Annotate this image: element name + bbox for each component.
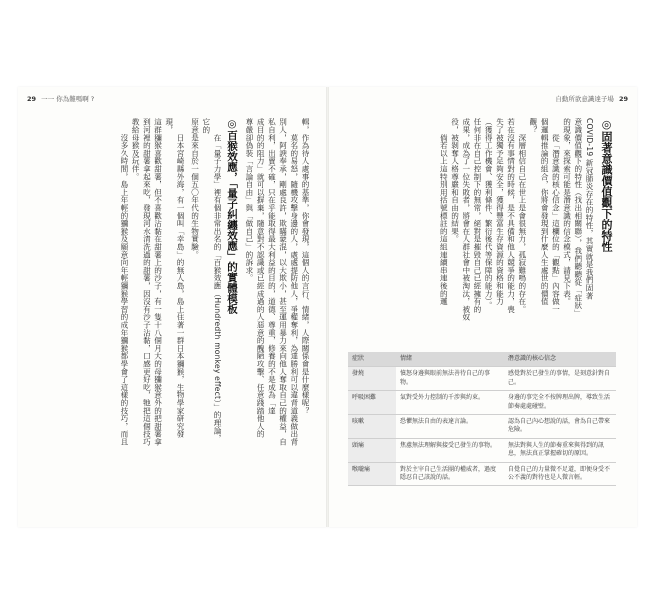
table-cell: 咳嗽 xyxy=(348,415,396,439)
left-page-number: 29 xyxy=(27,95,37,103)
text-column: 失了被獨予足夠安全，獲得豐富生存資源的資格和能力 xyxy=(495,118,505,306)
text-column: 這群獼猴喜歡甜薯，但不喜歡沾黏在甜薯上的沙子，有一隻十八個月大的母獼猴意外的把甜薯拿 xyxy=(153,118,163,446)
table-cell: 喉嚨痛 xyxy=(348,462,396,486)
table-cell: 憤怒身邊與眼前無法善待自己的事物。 xyxy=(396,367,504,391)
text-column: 別人，阿諛奉承，剛處良許，欺瞞蒙混，以大欺小，甚至運用暴力來向他人奪取自己的權益，自 xyxy=(278,118,288,446)
table-cell: 身邊的事完全不按牌理出牌，導致生活節奏處處碰壁。 xyxy=(504,391,616,415)
book-gutter xyxy=(326,87,329,527)
text-column: 私自利，出賣不確，只在乎能取得最大利益的目的，道德、尊重，修養的不是成為「達 xyxy=(267,118,277,415)
table-row xyxy=(348,415,616,439)
table-header-symptom: 症狀 xyxy=(348,352,396,367)
right-page-number: 29 xyxy=(618,95,628,103)
text-column: 意識價值觀下的特性（找出相關聯），我們聽聽從「症狀」 xyxy=(573,118,583,317)
right-running-title: 自動所欲意識達子場 xyxy=(555,95,614,103)
text-column: 莫名的易怒，隨機攻擊身邊的人，處處提防他人，爭權奪利，為達勝利可以違背道義做出背 xyxy=(289,118,299,446)
text-column: （獲得工作機會、獲利條件、繁衍後代等保障的能力）。 xyxy=(484,118,494,310)
right-body-text xyxy=(412,118,595,333)
left-section-heading: ◎百猴效應，「量子糾纏效應」的實體模板 xyxy=(226,118,238,314)
left-body-text-top xyxy=(243,118,311,448)
text-column: 尊嚴卻偽裝「言論自由」與「做自己」的訴求。 xyxy=(244,118,254,282)
table-cell: 無法對與人生的節奏重來與得到的訊息，無法真正掌握確切的原因。 xyxy=(504,438,616,462)
text-column: 的現象，來探索可能是潛意識的信念模式，請見下表。 xyxy=(562,118,572,306)
table-header-belief: 潛意識的核心信念 xyxy=(504,352,616,367)
table-header-emotion: 情緒 xyxy=(396,352,504,367)
table-cell: 發燒 xyxy=(348,367,396,391)
table-cell: 焦慮無法理解與接受已發生的事物。 xyxy=(396,438,504,462)
symptom-table xyxy=(348,352,616,486)
left-body-text-mid xyxy=(190,118,223,448)
left-body-text-bottom xyxy=(26,118,186,448)
right-section-heading: ◎固著意識價值觀下的特性 xyxy=(600,118,613,252)
text-column: 個邏輯推論的組合，你將會發現到什麼人生處世的價值 xyxy=(540,118,550,306)
text-column: 成果，成為了一位失敗者，將會在人群社會中被淘汰，被奴 xyxy=(461,118,471,321)
table-cell: 對於主宰自己生活團的權威者，過度隱忍自己該說的話。 xyxy=(396,462,504,486)
text-column: 日本宮崎縣外海，有一個叫「幸島」的無人島，島上住著一群日本獼猴，生物學家研究發現， xyxy=(164,118,185,438)
text-column: 任何非在自己控制下的無常，絕對是摧毀自己已經擁有的 xyxy=(472,118,482,313)
table-cell: 呼吸困難 xyxy=(348,391,396,415)
text-column: 觀？ xyxy=(528,118,538,134)
text-column: 從「潛意識的核心信念」這欄位的「觀點」內容做一 xyxy=(551,118,561,313)
left-running-title: 一一 你為難嗎啊 ? xyxy=(41,95,95,103)
table-cell: 恐懼無法自由的表達言論。 xyxy=(396,415,504,439)
left-page-header xyxy=(24,94,94,103)
text-column: 到河裡的甜薯拿起來吃，發現河水清洗過的甜薯，因沒有沙子沾黏，口感更好吃，牠把這個技巧 xyxy=(142,118,152,446)
text-column: 役，被剝奪人格尊嚴和自由的結果。 xyxy=(450,118,460,243)
right-page-header xyxy=(555,94,631,103)
table-cell: 感覺對於已發生的事情，是刻意針對自己。 xyxy=(504,367,616,391)
table-cell: 認為自己內心想說的話，會為自己帶來危險。 xyxy=(504,415,616,439)
table-row xyxy=(348,367,616,391)
text-column: 沒多久時間，島上年輕的獼猴及願意向年輕獼猴學習的成年獼猴都學會了這樣的技巧，而且 xyxy=(119,118,129,446)
table-row xyxy=(348,438,616,462)
table-cell: 自覺自己的力量微不足道，即便身受不公不義的對待也是人微言輕。 xyxy=(504,462,616,486)
text-column: 輯，作為待人處事的基準，你會發現，這個人的言行、情緒，人際關係會是什麼樣呢？ xyxy=(301,118,310,415)
text-column: 原意是來自於一個五〇年代的生物實驗。 xyxy=(190,118,200,259)
text-column: 倘若以上這特別用括號標註的這組連續串連後的邏 xyxy=(439,118,449,306)
table-row xyxy=(348,462,616,486)
table-cell: 頭痛 xyxy=(348,438,396,462)
text-column: 若在沒有事情對的時候，是不具備和他人競爭的能力，喪 xyxy=(506,118,516,313)
table-cell: 氣對受外力控制的千涉與約束。 xyxy=(396,391,504,415)
text-column: 教給母猴及玩伴。 xyxy=(131,118,141,181)
text-column: 深層相信自己在世上是會很無力，孤寂難鳴的存在。 xyxy=(517,118,527,313)
text-column: 在「量子力學」裡有個非常出名的「百猴效應（Hundredth monkey effect）」的理論，它的 xyxy=(201,118,222,443)
text-column: 成目的的阻力」就可以摒棄，隨意對不認識或已經成過的人惡意的醜陋攻擊、任意踐踏他人的 xyxy=(256,118,266,438)
text-column: COVID-19 新冠肺炎存在的特性，其實就是我們固著 xyxy=(585,118,594,300)
table-row xyxy=(348,391,616,415)
